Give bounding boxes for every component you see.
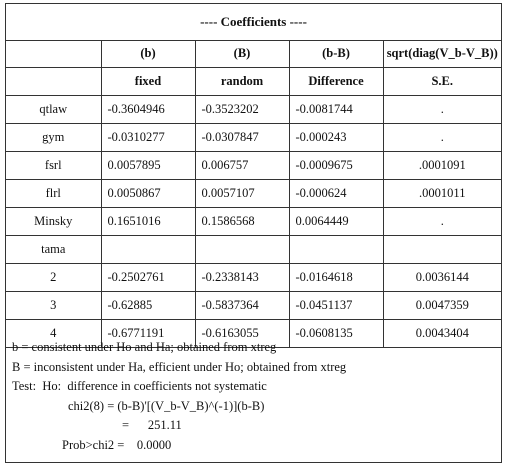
prob-chi2-value: 0.0000 — [136, 437, 172, 452]
cell-diff: -0.0164618 — [289, 264, 383, 292]
cell-se: . — [383, 96, 501, 124]
cell-diff: -0.000624 — [289, 180, 383, 208]
cell-B: 0.006757 — [195, 152, 289, 180]
table-row — [6, 292, 501, 320]
cell-diff — [289, 236, 383, 264]
cell-se: 0.0043404 — [383, 320, 501, 348]
cell-B: 0.0057107 — [195, 180, 289, 208]
header-row-2 — [6, 68, 501, 96]
cell-B: 0.1586568 — [195, 208, 289, 236]
cell-diff: -0.000243 — [289, 124, 383, 152]
cell-b: -0.0310277 — [101, 124, 195, 152]
row-label: gym — [6, 124, 101, 152]
cell-b: 0.1651016 — [101, 208, 195, 236]
note-b-definition: b = consistent under Ho and Ha; obtained from xtreg — [12, 340, 277, 354]
row-label: Minsky — [6, 208, 101, 236]
table-title: ---- Coefficients ---- — [6, 4, 501, 41]
cell-diff: -0.0009675 — [289, 152, 383, 180]
row-label: flrl — [6, 180, 101, 208]
cell-se: . — [383, 208, 501, 236]
cell-b: -0.2502761 — [101, 264, 195, 292]
cell-B: -0.2338143 — [195, 264, 289, 292]
table-row — [6, 236, 501, 264]
table-row — [6, 152, 501, 180]
note-B-definition: B = inconsistent under Ha, efficient under Ho; obtained from xtreg — [12, 359, 347, 374]
cell-diff: -0.0451137 — [289, 292, 383, 320]
cell-b: 0.0050867 — [101, 180, 195, 208]
header-difference: Difference — [289, 68, 383, 96]
table-row — [6, 124, 501, 152]
row-label: 3 — [6, 292, 101, 320]
cell-diff: 0.0064449 — [289, 208, 383, 236]
header-fixed: fixed — [101, 68, 195, 96]
note-chi2-value — [12, 416, 501, 436]
chi2-statistic: 251.11 — [147, 418, 182, 432]
note-prob-chi2 — [12, 436, 501, 456]
cell-b: 0.0057895 — [101, 152, 195, 180]
cell-se — [383, 236, 501, 264]
cell-B: -0.5837364 — [195, 292, 289, 320]
header-corner-2 — [6, 68, 101, 96]
cell-se: .0001091 — [383, 152, 501, 180]
row-label: fsrl — [6, 152, 101, 180]
header-sqrt-diag: sqrt(diag(V_b-V_B)) — [383, 40, 501, 68]
cell-diff: -0.0081744 — [289, 96, 383, 124]
row-label: 2 — [6, 264, 101, 292]
hausman-test-table-frame — [5, 3, 502, 463]
cell-b: -0.62885 — [101, 292, 195, 320]
header-se: S.E. — [383, 68, 501, 96]
prob-chi2-label: Prob>chi2 = — [62, 437, 125, 452]
header-random: random — [195, 68, 289, 96]
cell-B — [195, 236, 289, 264]
header-row-1 — [6, 40, 501, 68]
cell-se: 0.0047359 — [383, 292, 501, 320]
cell-b — [101, 236, 195, 264]
row-label: 4 — [6, 320, 101, 348]
chi2-equals-sign: = — [122, 418, 130, 432]
note-chi2-formula: chi2(8) = (b-B)'[(V_b-V_B)^(-1)](b-B) — [68, 398, 265, 413]
table-row — [6, 264, 501, 292]
row-label: tama — [6, 236, 101, 264]
cell-B: -0.6163055 — [195, 320, 289, 348]
header-b: (b) — [101, 40, 195, 68]
header-b-minus-B: (b-B) — [289, 40, 383, 68]
cell-B: -0.3523202 — [195, 96, 289, 124]
table-row — [6, 96, 501, 124]
table-row — [6, 180, 501, 208]
cell-se: 0.0036144 — [383, 264, 501, 292]
cell-b: -0.3604946 — [101, 96, 195, 124]
row-label: qtlaw — [6, 96, 101, 124]
cell-diff: -0.0608135 — [289, 320, 383, 348]
header-B: (B) — [195, 40, 289, 68]
table-row — [6, 208, 501, 236]
header-corner — [6, 40, 101, 68]
cell-B: -0.0307847 — [195, 124, 289, 152]
coefficients-table — [6, 40, 501, 348]
cell-se: .0001011 — [383, 180, 501, 208]
test-notes — [6, 333, 501, 455]
note-test-hypothesis: Test: Ho: difference in coefficients not systematic — [12, 379, 267, 393]
cell-se: . — [383, 124, 501, 152]
cell-b: -0.6771191 — [101, 320, 195, 348]
